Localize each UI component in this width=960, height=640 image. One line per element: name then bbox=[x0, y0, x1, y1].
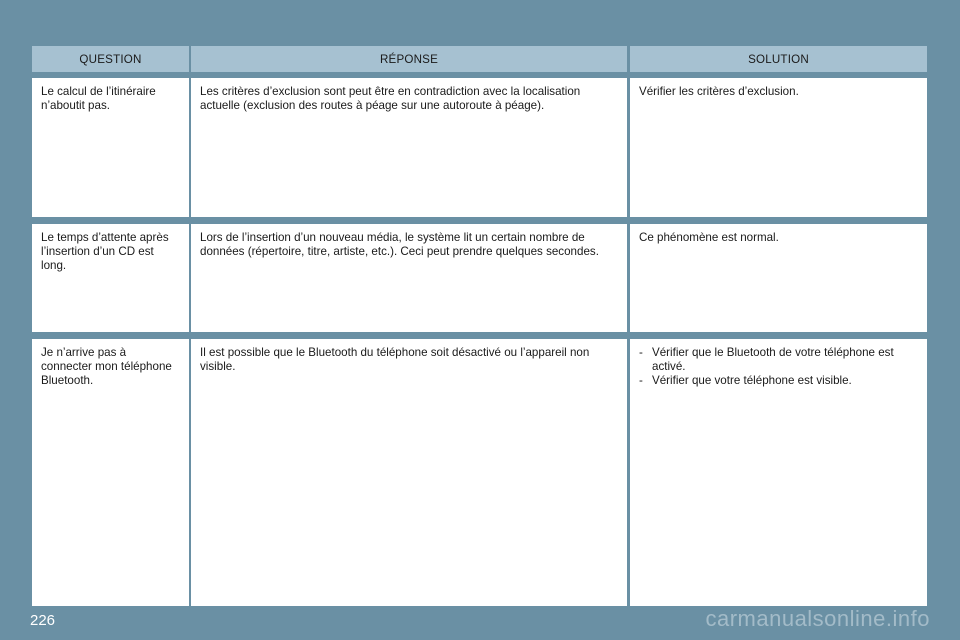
row1-solution: Vérifier les critères d’exclusion. bbox=[630, 78, 927, 217]
header-question: QUESTION bbox=[32, 46, 189, 72]
row3-solution-item: - Vérifier que le Bluetooth de votre téléphone est activé. bbox=[639, 346, 918, 374]
row3-question: Je n’arrive pas à connecter mon téléphone Bluetooth. bbox=[32, 339, 189, 606]
row3-answer: Il est possible que le Bluetooth du téléphone soit désactivé ou l’appareil non visible. bbox=[191, 339, 627, 606]
row2-answer: Lors de l’insertion d’un nouveau média, le système lit un certain nombre de données (répertoire, titre, artiste, etc.). Ceci peut prendre quelques secondes. bbox=[191, 224, 627, 332]
header-answer: RÉPONSE bbox=[191, 46, 627, 72]
row2-question: Le temps d’attente après l’insertion d’un CD est long. bbox=[32, 224, 189, 332]
row1-answer: Les critères d’exclusion sont peut être en contradiction avec la localisation actuelle (exclusion des routes à péage sur une autoroute à péage). bbox=[191, 78, 627, 217]
row3-solution-list bbox=[639, 346, 918, 388]
row2-solution: Ce phénomène est normal. bbox=[630, 224, 927, 332]
watermark: carmanualsonline.info bbox=[705, 606, 930, 631]
header-solution: SOLUTION bbox=[630, 46, 927, 72]
row3-solution bbox=[630, 339, 927, 606]
page-number: 226 bbox=[30, 612, 56, 629]
row3-solution-item: - Vérifier que votre téléphone est visible. bbox=[639, 374, 918, 388]
row1-question: Le calcul de l’itinéraire n’aboutit pas. bbox=[32, 78, 189, 217]
